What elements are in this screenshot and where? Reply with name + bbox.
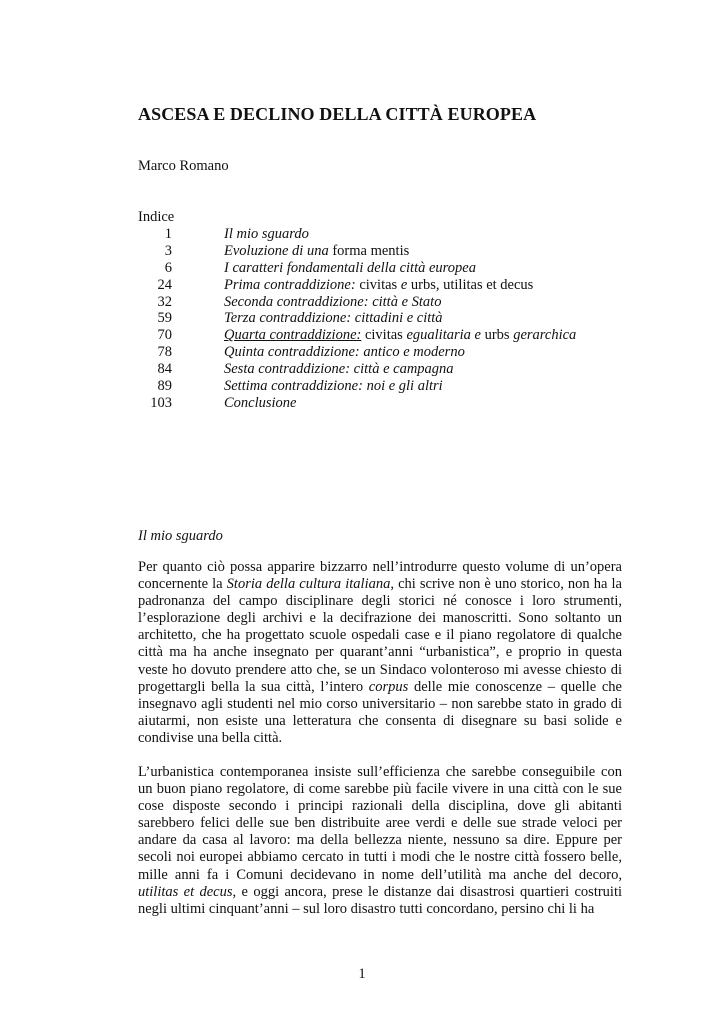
text-run: Evoluzione di una	[224, 242, 329, 259]
toc-page-number: 3	[164, 242, 172, 259]
toc-entry	[138, 327, 576, 344]
table-of-contents	[138, 209, 576, 412]
text-run: Sesta contraddizione: città e campagna	[224, 361, 454, 378]
toc-entry-title	[224, 277, 533, 294]
toc-page-number: 103	[150, 394, 172, 411]
text-run: , e oggi ancora, prese le distanze dai disastrosi quartieri costruiti negli ultimi cinquant’anni – sul loro disastro tutti concordano, persino chi li ha	[138, 883, 623, 917]
toc-entry	[138, 395, 576, 412]
text-run: corpus	[368, 678, 409, 695]
text-run: forma mentis	[328, 242, 410, 259]
toc-entry	[138, 226, 576, 243]
author-name: Marco Romano	[138, 158, 229, 174]
text-run: Storia della cultura italiana	[226, 576, 391, 593]
text-run: egualitaria e	[406, 327, 481, 344]
toc-entry-title	[224, 361, 454, 378]
toc-page-number: 6	[164, 259, 172, 276]
text-run: Seconda contraddizione: città e Stato	[224, 293, 442, 310]
toc-entry-title	[224, 260, 476, 277]
toc-entry	[138, 243, 576, 260]
section-title: Il mio sguardo	[138, 528, 223, 544]
toc-entry-title	[224, 327, 576, 344]
text-run: gerarchica	[513, 327, 577, 344]
toc-entry	[138, 310, 576, 327]
text-run: civitas	[355, 276, 401, 293]
text-run: Terza contraddizione: cittadini e città	[224, 310, 443, 327]
text-run: utilitas et decus	[138, 883, 233, 900]
text-run: L’urbanistica contemporanea insiste sull’efficienza che sarebbe conseguibile con un buon piano regolatore, di come sarebbe più facile vivere in una città con le sue cose disposte secondo i principi razionali della disciplina, dove gli abitanti sarebbero felici delle sue ben distribuite aree verdi e delle sue strade veloci per andare da casa al lavoro: ma della bellezza niente, nessuno sa dire. Eppure per secoli noi europei abbiamo cercato in tutti i modi che le nostre città fossero belle, mille anni fa i Comuni decidevano in nome dell’utilità ma anche del decoro,	[138, 764, 622, 883]
document-title: ASCESA E DECLINO DELLA CITTÀ EUROPEA	[138, 104, 537, 124]
toc-entry-title	[224, 378, 443, 395]
toc-page-number: 32	[157, 293, 172, 310]
text-run: Prima contraddizione:	[224, 276, 356, 293]
text-run: utilitas et decus	[439, 276, 534, 293]
toc-entry	[138, 378, 576, 395]
toc-page-number: 1	[164, 226, 172, 242]
text-run: civitas	[361, 327, 407, 344]
text-run: delle mie conoscenze – quelle che insegnavo agli studenti nel mio corso universitario – non sarebbe stato in grado di aiutarmi, non esiste una letteratura che consenta di disegnare su basi solide e condivise una bella città.	[138, 678, 622, 746]
toc-entry-title	[224, 344, 465, 361]
toc-entry-title	[224, 294, 441, 311]
text-run: I caratteri fondamentali della città europea	[224, 259, 476, 276]
toc-heading: Indice	[138, 209, 175, 225]
text-run: , chi scrive non è uno storico, non ha la padronanza del campo disciplinare degli storici né conosce i loro strumenti, l’esplorazione degli archivi e la decifrazione dei manoscritti. Sono soltanto un architetto, che ha progettato scuole ospedali case e il piano regolatore di qualche città ma ha anche insegnato per quarant’anni “urbanistica”, e proprio in questa veste ho dovuto prendere atto che, se un Sindaco volonteroso mi avesse chiesto di progettargli bella la sua città, l’intero	[138, 576, 622, 695]
toc-entry	[138, 277, 576, 294]
toc-entry-title	[224, 243, 409, 260]
text-run: urbs	[480, 327, 514, 344]
text-run: e	[400, 276, 408, 293]
toc-page-number: 89	[157, 378, 172, 395]
toc-entries	[138, 226, 576, 412]
toc-entry	[138, 294, 576, 311]
body-paragraph	[138, 764, 622, 918]
toc-entry	[138, 260, 576, 277]
body-paragraph	[138, 559, 622, 747]
toc-page-number: 70	[157, 327, 172, 344]
toc-page-number: 84	[157, 361, 172, 378]
text-run: ,	[435, 276, 440, 293]
toc-entry	[138, 361, 576, 378]
toc-entry-title	[224, 226, 309, 243]
toc-entry	[138, 344, 576, 361]
text-run: Conclusione	[224, 394, 297, 411]
toc-entry-title	[224, 395, 297, 412]
toc-page-number: 78	[157, 344, 172, 361]
page-number: 1	[358, 966, 366, 982]
toc-page-number: 59	[157, 310, 172, 327]
text-run: Quarta contraddizione:	[224, 327, 362, 344]
text-run: Quinta contraddizione: antico e moderno	[224, 344, 465, 361]
text-run: Settima contraddizione: noi e gli altri	[224, 378, 443, 395]
text-run: Per quanto ciò possa apparire bizzarro nell’introdurre questo volume di un’opera concernente la	[138, 559, 622, 593]
text-run: urbs	[407, 276, 436, 293]
text-run: Il mio sguardo	[224, 226, 309, 242]
toc-entry-title	[224, 310, 443, 327]
toc-page-number: 24	[157, 276, 172, 293]
